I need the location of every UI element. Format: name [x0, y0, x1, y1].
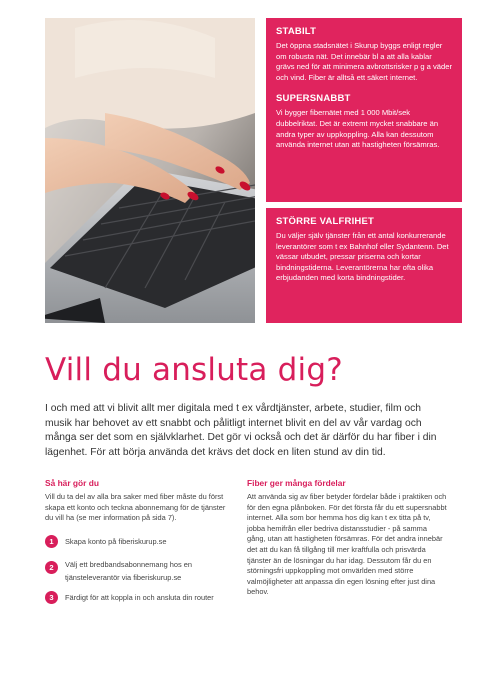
step-number-badge: 1 [45, 535, 58, 548]
step-number-badge: 2 [45, 561, 58, 574]
how-to-heading: Så här gör du [45, 478, 99, 488]
benefits-text: Att använda sig av fiber betyder fördelar både i praktiken och för den egna plånboken. För det första får du ett supersnabbt internet. Alla som bor hemma hos dig kan t ex titta på tv, jobba hemifrån eller bedriva distansstudier - på samma gång, utan att hastigheten försämras. För det andra innebär det att du kan få tillgång till mer kraftfulla och prisvärda tjänster än de lösningar du har idag. Dessutom får du en störningsfri uppkoppling mot omvärlden med större valmöjligheter att anpassa din egen lösning efter just dina behov. [247, 492, 447, 597]
feature-title-supersnabbt: SUPERSNABBT [276, 93, 351, 105]
laptop-typing-photo [45, 18, 255, 323]
step-text: Välj ett bredbandsabonnemang hos en tjänsteleverantör via fiberiskurup.se [65, 559, 192, 582]
step-number-badge: 3 [45, 591, 58, 604]
step-item [45, 536, 235, 548]
step-text: Färdigt för att koppla in och ansluta din router [65, 592, 214, 602]
lead-paragraph: I och med att vi blivit allt mer digitala med t ex vårdtjänster, arbete, studier, film och musik har behovet av ett snabbt och pålitligt internet blivit en del av vår vardag och många ser det som en självklarhet. Det gör vi också och det är därför du har fiber i din lägenhet. För att börja använda det krävs det dock en liten stund av din tid. [45, 403, 437, 458]
feature-text-valfrihet: Du väljer själv tjänster från ett antal konkurrerande leverantörer som t ex Bahnhof eller Sydantenn. Det vässar utbudet, pressar priserna och kortar bindningstiderna. Leverantörerna har ofta olika erbjudanden med korta bindningstider. [276, 231, 449, 283]
feature-text-supersnabbt: Vi bygger fibernätet med 1 000 Mbit/sek dubbelriktat. Det är extremt mycket snabbare än andra typer av uppkoppling. Alla kan dessutom använda internet utan att hastigheten försämras. [276, 108, 440, 150]
step-item [45, 558, 235, 584]
steps-list [45, 536, 235, 604]
feature-text-stabilt: Det öppna stadsnätet i Skurup byggs enligt regler om robusta nät. Det innebär bl a att alla kablar grävs ned för att minimera avbrottsrisker p g a väder och vind. Fiber är alltså ett säkert internet. [276, 41, 452, 82]
step-item [45, 592, 235, 604]
step-text: Skapa konto på fiberiskurup.se [65, 536, 167, 546]
feature-title-valfrihet: STÖRRE VALFRIHET [276, 216, 375, 227]
feature-box-top [266, 18, 462, 202]
how-to-intro: Vill du ta del av alla bra saker med fiber måste du först skapa ett konto och teckna abonnemang för de tjänster du vill ha (se mer information på sida 7). [45, 492, 226, 523]
benefits-column [247, 478, 447, 598]
how-to-column [45, 478, 235, 610]
benefits-heading: Fiber ger många fördelar [247, 478, 346, 488]
feature-box-bottom [266, 208, 462, 323]
page-headline: Vill du ansluta dig? [45, 352, 343, 388]
feature-title-stabilt: STABILT [276, 26, 317, 37]
